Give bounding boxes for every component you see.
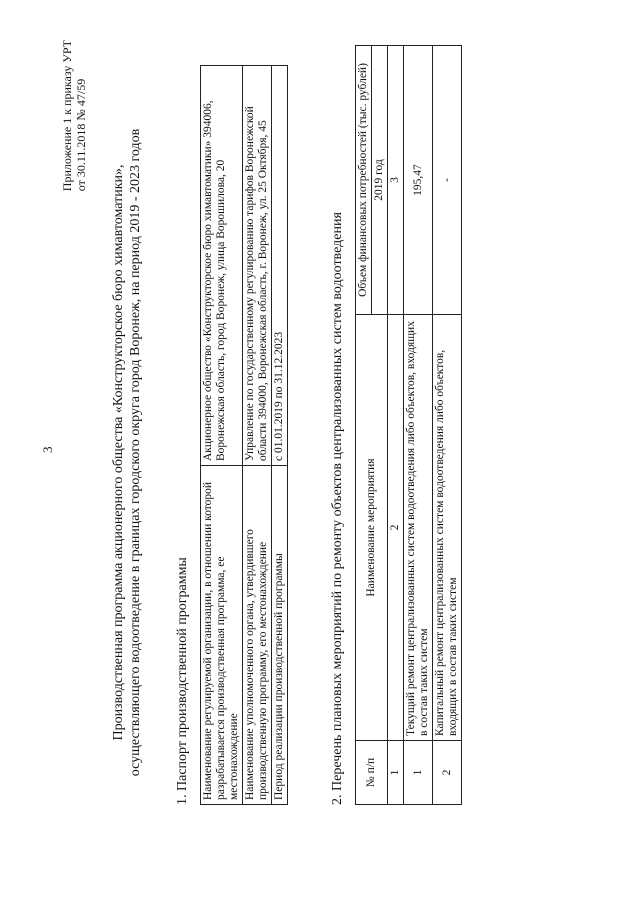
row-value: 195,47	[404, 46, 433, 315]
appendix-line-2: от 30.11.2018 № 47/59	[74, 78, 88, 192]
header-num: № п/п	[356, 741, 388, 805]
row-num: 2	[433, 741, 462, 805]
row-value: -	[433, 46, 462, 315]
table-colnum-row	[388, 46, 404, 805]
colnum-3: 3	[388, 46, 404, 315]
header-year: 2019 год	[372, 46, 388, 315]
header-volume: Объем финансовых потребностей (тыс. рублей)	[356, 46, 372, 315]
passport-label: Наименование уполномоченного органа, утвердившего производственную программу, его местонахождение	[243, 466, 272, 805]
colnum-2: 2	[388, 315, 404, 741]
title-line-2: осуществляющего водоотведение в границах городского округа город Воронеж, на период 2019 - 2023 годов	[128, 128, 143, 777]
row-num: 1	[404, 741, 433, 805]
section1-heading: 1. Паспорт производственной программы	[175, 557, 190, 805]
document-title	[110, 0, 144, 905]
table-row	[201, 66, 243, 805]
passport-value: с 01.01.2019 по 31.12.2023	[272, 66, 288, 466]
passport-label: Период реализации производственной программы	[272, 466, 288, 805]
passport-value: Акционерное общество «Конструкторское бюро химавтоматики» 394006, Воронежская область, город Воронеж, улица Ворошилова, 20	[201, 66, 243, 466]
page-number: 3	[40, 446, 55, 453]
appendix-note	[60, 40, 88, 191]
table-row	[433, 46, 462, 805]
header-name: Наименование мероприятия	[356, 315, 388, 741]
row-name: Текущий ремонт централизованных систем водоотведения либо объектов, входящих в состав таких систем	[404, 315, 433, 741]
passport-value: Управление по государственному регулированию тарифов Воронежской области 394000, Воронежская область, г. Воронеж, ул. 25 Октября, 45	[243, 66, 272, 466]
passport-label: Наименование регулируемой организации, в отношении которой разрабатывается производственная программа, ее местонахождение	[201, 466, 243, 805]
plan-table	[355, 45, 462, 805]
appendix-line-1: Приложение 1 к приказу УРТ	[60, 40, 74, 192]
table-row	[404, 46, 433, 805]
row-name: Капитальный ремонт централизованных систем водоотведения либо объектов, входящих в состав таких систем	[433, 315, 462, 741]
table-row	[272, 66, 288, 805]
table-row	[243, 66, 272, 805]
section2-heading: 2. Перечень плановых мероприятий по ремонту объектов централизованных систем водоотведения	[330, 212, 345, 805]
colnum-1: 1	[388, 741, 404, 805]
table-header-row	[356, 46, 372, 805]
title-line-1: Производственная программа акционерного общества «Конструкторское бюро химавтоматики»,	[111, 164, 126, 741]
passport-table	[200, 65, 288, 805]
